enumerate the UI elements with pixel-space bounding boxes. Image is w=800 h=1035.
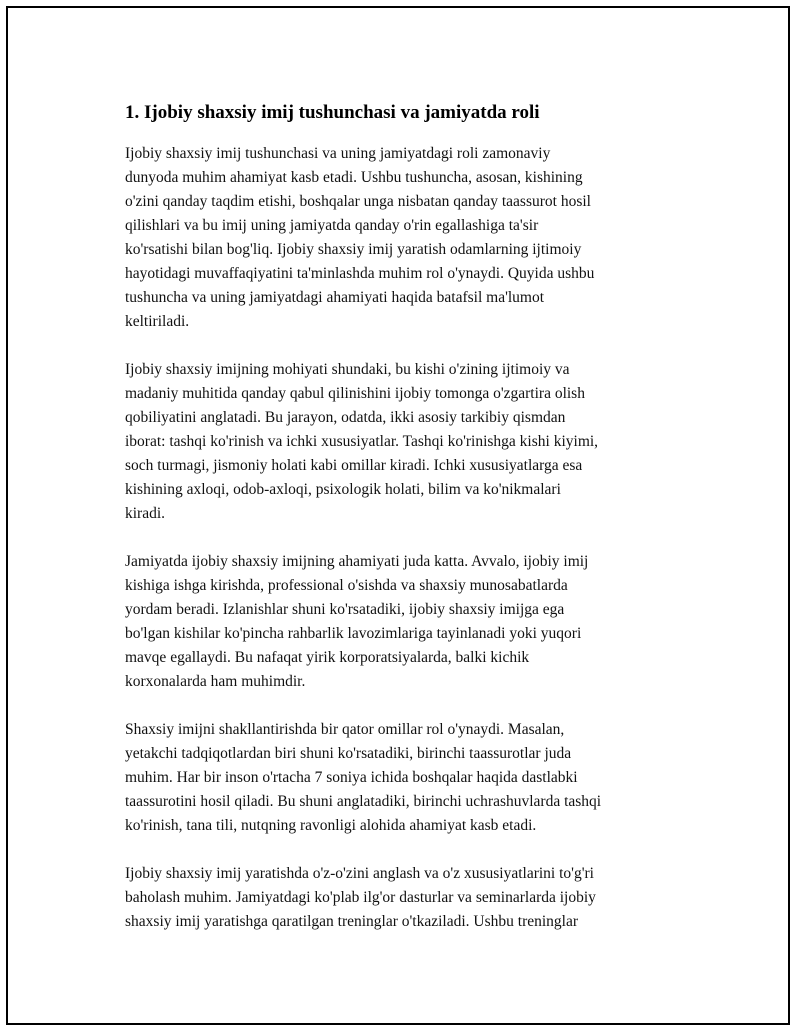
text-line: ko'rsatishi bilan bog'liq. Ijobiy shaxsiy imij yaratish odamlarning ijtimoiy [125, 241, 582, 258]
text-line: kishiga ishga kirishda, professional o'sishda va shaxsiy munosabatlarda [125, 577, 568, 594]
text-line: shaxsiy imij yaratishga qaratilgan treninglar o'tkaziladi. Ushbu treninglar [125, 913, 579, 930]
paragraph-3 [125, 550, 685, 694]
text-line: Ijobiy shaxsiy imijning mohiyati shundaki, bu kishi o'zining ijtimoiy va [125, 361, 570, 378]
document-body [125, 100, 685, 958]
text-line: Shaxsiy imijni shakllantirishda bir qator omillar rol o'ynaydi. Masalan, [125, 721, 565, 738]
text-line: tushuncha va uning jamiyatdagi ahamiyati haqida batafsil ma'lumot [125, 289, 545, 306]
text-line: mavqe egallaydi. Bu nafaqat yirik korporatsiyalarda, balki kichik [125, 649, 530, 666]
paragraph-4 [125, 718, 685, 838]
section-heading: 1. Ijobiy shaxsiy imij tushunchasi va jamiyatda roli [125, 102, 540, 123]
text-line: kishining axloqi, odob-axloqi, psixologik holati, bilim va ko'nikmalari [125, 481, 561, 498]
text-line: dunyoda muhim ahamiyat kasb etadi. Ushbu tushuncha, asosan, kishining [125, 169, 583, 186]
text-line: taassurotini hosil qiladi. Bu shuni anglatadiki, birinchi uchrashuvlarda tashqi [125, 793, 602, 810]
page-frame [6, 6, 790, 1025]
text-line: kiradi. [125, 505, 166, 522]
text-line: muhim. Har bir inson o'rtacha 7 soniya ichida boshqalar haqida dastlabki [125, 769, 578, 786]
paragraph-1 [125, 142, 685, 334]
text-line: qilishlari va bu imij uning jamiyatda qanday o'rin egallashiga ta'sir [125, 217, 539, 234]
text-line: hayotidagi muvaffaqiyatini ta'minlashda muhim rol o'ynaydi. Quyida ushbu [125, 265, 595, 282]
paragraph-2 [125, 358, 685, 526]
text-line: korxonalarda ham muhimdir. [125, 673, 306, 690]
text-line: bo'lgan kishilar ko'pincha rahbarlik lavozimlariga tayinlanadi yoki yuqori [125, 625, 582, 642]
text-line: baholash muhim. Jamiyatdagi ko'plab ilg'or dasturlar va seminarlarda ijobiy [125, 889, 596, 906]
paragraph-5 [125, 862, 685, 934]
text-line: yetakchi tadqiqotlardan biri shuni ko'rsatadiki, birinchi taassurotlar juda [125, 745, 572, 762]
text-line: keltiriladi. [125, 313, 190, 330]
text-line: ko'rinish, tana tili, nutqning ravonligi alohida ahamiyat kasb etadi. [125, 817, 537, 834]
text-line: madaniy muhitida qanday qabul qilinishini ijobiy tomonga o'zgartira olish [125, 385, 585, 402]
text-line: iborat: tashqi ko'rinish va ichki xususiyatlar. Tashqi ko'rinishga kishi kiyimi, [125, 433, 599, 450]
text-line: soch turmagi, jismoniy holati kabi omillar kiradi. Ichki xususiyatlarga esa [125, 457, 583, 474]
text-line: qobiliyatini anglatadi. Bu jarayon, odatda, ikki asosiy tarkibiy qismdan [125, 409, 566, 426]
text-line: o'zini qanday taqdim etishi, boshqalar unga nisbatan qanday taassurot hosil [125, 193, 591, 210]
text-line: yordam beradi. Izlanishlar shuni ko'rsatadiki, ijobiy shaxsiy imijga ega [125, 601, 565, 618]
text-line: Ijobiy shaxsiy imij yaratishda o'z-o'zini anglash va o'z xususiyatlarini to'g'ri [125, 865, 594, 882]
text-line: Ijobiy shaxsiy imij tushunchasi va uning jamiyatdagi roli zamonaviy [125, 145, 551, 162]
text-line: Jamiyatda ijobiy shaxsiy imijning ahamiyati juda katta. Avvalo, ijobiy imij [125, 553, 589, 570]
